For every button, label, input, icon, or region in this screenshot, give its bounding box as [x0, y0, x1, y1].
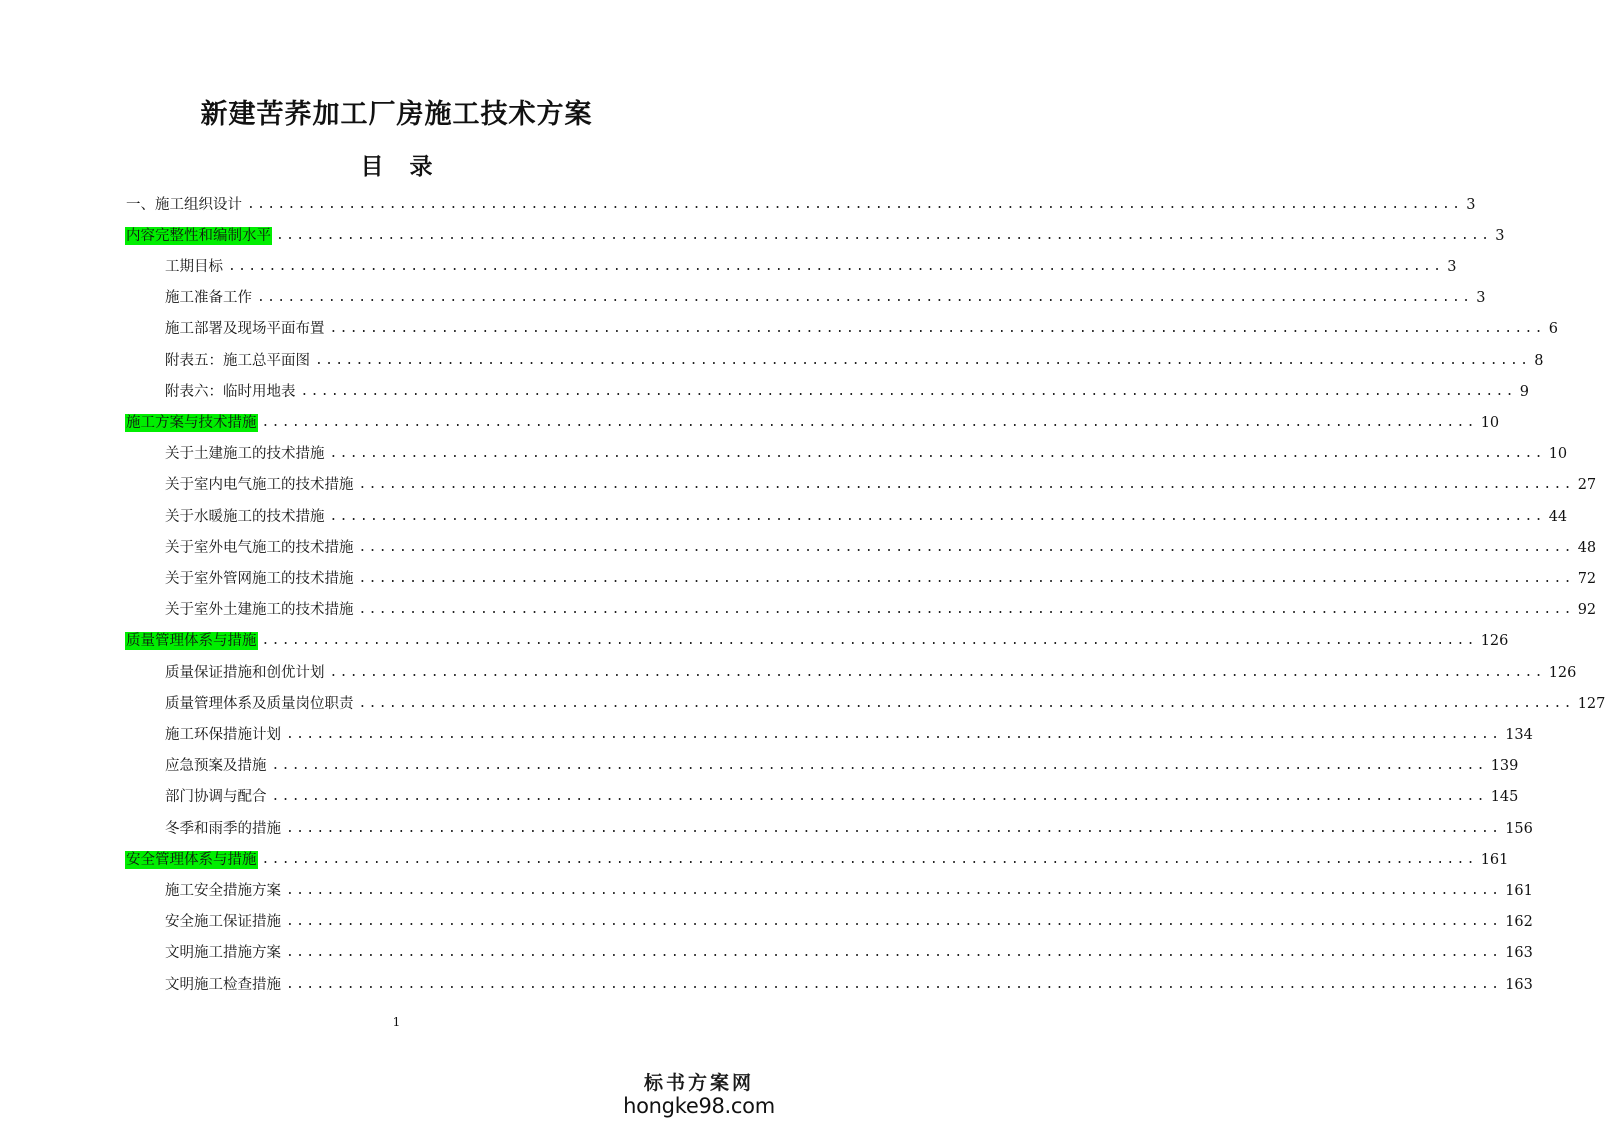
toc-entry[interactable] — [164, 251, 1457, 282]
watermark-logo — [619, 1068, 779, 1118]
toc-leader-dots: ........................................................................................................................ — [286, 726, 1502, 742]
toc-entry-page: 92 — [1577, 602, 1597, 619]
toc-entry-page: 9 — [1519, 383, 1529, 400]
toc-leader-dots: ........................................................................................................................ — [276, 227, 1492, 243]
toc-entry-page: 145 — [1490, 789, 1519, 806]
toc-entry-label: 施工方案与技术措施 — [126, 414, 257, 431]
toc-entry-label: 关于室外电气施工的技术措施 — [165, 539, 354, 556]
toc-entry-page: 127 — [1577, 695, 1605, 712]
toc-entry-page: 10 — [1480, 414, 1500, 431]
toc-entry-page: 126 — [1548, 664, 1577, 681]
toc-leader-dots: ........................................................................................................................ — [329, 321, 1545, 337]
toc-entry[interactable] — [125, 626, 1509, 657]
toc-leader-dots: ........................................................................................................................ — [329, 508, 1545, 524]
toc-leader-dots: ........................................................................................................................ — [358, 695, 1574, 711]
toc-leader-dots: ........................................................................................................................ — [300, 383, 1516, 399]
toc-entry[interactable] — [125, 844, 1509, 875]
toc-entry-label: 施工准备工作 — [165, 290, 252, 307]
toc-entry[interactable] — [164, 314, 1558, 345]
toc-entry-page: 163 — [1505, 945, 1533, 962]
toc-leader-dots: ........................................................................................................................ — [247, 196, 1463, 212]
toc-leader-dots: ........................................................................................................................ — [228, 258, 1444, 274]
toc-entry[interactable] — [164, 938, 1533, 969]
toc-leader-dots: ........................................................................................................................ — [329, 446, 1545, 462]
toc-entry-page: 3 — [1476, 290, 1486, 307]
toc-entry[interactable] — [164, 719, 1533, 750]
toc-entry[interactable] — [164, 907, 1533, 938]
toc-entry[interactable] — [125, 189, 1476, 220]
toc-entry-label: 安全管理体系与措施 — [126, 851, 257, 868]
toc-leader-dots: ........................................................................................................................ — [286, 914, 1502, 930]
toc-entry-page: 3 — [1447, 258, 1457, 275]
toc-leader-dots: ........................................................................................................................ — [358, 602, 1574, 618]
toc-leader-dots: ........................................................................................................................ — [261, 851, 1477, 867]
toc-leader-dots: ........................................................................................................................ — [358, 570, 1574, 586]
toc-entry-page: 48 — [1577, 539, 1597, 556]
toc-entry[interactable] — [164, 595, 1597, 626]
watermark-url: hongke98.com — [623, 1094, 775, 1118]
toc-leader-dots: ........................................................................................................................ — [261, 633, 1477, 649]
toc-entry-page: 161 — [1505, 882, 1533, 899]
toc-entry-page: 162 — [1505, 914, 1533, 931]
toc-entry-page: 156 — [1505, 820, 1533, 837]
toc-entry-page: 134 — [1505, 726, 1533, 743]
toc-entry-page: 10 — [1548, 446, 1568, 463]
toc-entry-label: 内容完整性和编制水平 — [126, 227, 271, 244]
toc-entry-label: 工期目标 — [165, 258, 223, 275]
toc-entry-label: 质量管理体系及质量岗位职责 — [165, 695, 354, 712]
toc-heading: 目 录 — [360, 154, 433, 180]
toc-entry-label: 关于水暖施工的技术措施 — [165, 508, 325, 525]
toc-entry-label: 施工部署及现场平面布置 — [165, 321, 325, 338]
toc-entry[interactable] — [164, 688, 1605, 719]
toc-entry[interactable] — [164, 532, 1597, 563]
toc-entry-page: 163 — [1505, 976, 1533, 993]
toc-entry-label: 文明施工措施方案 — [165, 945, 281, 962]
toc-leader-dots: ........................................................................................................................ — [271, 789, 1487, 805]
toc-entry[interactable] — [164, 345, 1544, 376]
toc-entry[interactable] — [164, 782, 1519, 813]
document-title: 新建苦荞加工厂房施工技术方案 — [200, 99, 593, 130]
toc-leader-dots: ........................................................................................................................ — [329, 664, 1545, 680]
toc-leader-dots: ........................................................................................................................ — [358, 539, 1574, 555]
toc-entry[interactable] — [125, 407, 1500, 438]
toc-leader-dots: ........................................................................................................................ — [286, 882, 1502, 898]
toc-entry[interactable] — [125, 220, 1505, 251]
toc-entry[interactable] — [164, 501, 1568, 532]
toc-entry[interactable] — [164, 563, 1597, 594]
toc-entry-label: 质量保证措施和创优计划 — [165, 664, 325, 681]
toc-entry-label: 附表五：施工总平面图 — [165, 352, 310, 369]
toc-entry-label: 质量管理体系与措施 — [126, 633, 257, 650]
toc-entry-page: 6 — [1548, 321, 1558, 338]
toc-entry-page: 126 — [1480, 633, 1509, 650]
toc-entry-page: 27 — [1577, 477, 1597, 494]
toc-leader-dots: ........................................................................................................................ — [257, 290, 1473, 306]
toc-entry[interactable] — [164, 813, 1533, 844]
toc-leader-dots: ........................................................................................................................ — [358, 477, 1574, 493]
toc-entry[interactable] — [164, 969, 1533, 1000]
toc-entry-page: 72 — [1577, 570, 1597, 587]
toc-entry-page: 8 — [1534, 352, 1544, 369]
toc-leader-dots: ........................................................................................................................ — [286, 945, 1502, 961]
toc-entry[interactable] — [164, 283, 1486, 314]
toc-leader-dots: ........................................................................................................................ — [286, 976, 1502, 992]
toc-entry-label: 一、施工组织设计 — [126, 196, 242, 213]
toc-entry[interactable] — [164, 376, 1529, 407]
toc-entry-label: 应急预案及措施 — [165, 758, 267, 775]
toc-entry-label: 施工环保措施计划 — [165, 726, 281, 743]
toc-entry-label: 部门协调与配合 — [165, 789, 267, 806]
toc-entry-label: 安全施工保证措施 — [165, 914, 281, 931]
toc-entry-label: 关于室外土建施工的技术措施 — [165, 602, 354, 619]
toc-entry[interactable] — [164, 470, 1597, 501]
toc-entry-label: 附表六：临时用地表 — [165, 383, 296, 400]
toc-leader-dots: ........................................................................................................................ — [271, 758, 1487, 774]
watermark-chinese: 标书方案网 — [643, 1072, 754, 1094]
toc-entry-page: 161 — [1480, 851, 1509, 868]
toc-leader-dots: ........................................................................................................................ — [315, 352, 1531, 368]
toc-entry-label: 文明施工检查措施 — [165, 976, 281, 993]
toc-entry-page: 3 — [1466, 196, 1476, 213]
toc-entry-label: 冬季和雨季的措施 — [165, 820, 281, 837]
toc-entry[interactable] — [164, 875, 1533, 906]
toc-entry-label: 施工安全措施方案 — [165, 882, 281, 899]
toc-entry-page: 139 — [1490, 758, 1519, 775]
toc-entry-label: 关于室内电气施工的技术措施 — [165, 477, 354, 494]
toc-entry-label: 关于土建施工的技术措施 — [165, 446, 325, 463]
toc-entry[interactable] — [164, 439, 1568, 470]
toc-entry[interactable] — [164, 657, 1577, 688]
toc-entry-page: 44 — [1548, 508, 1568, 525]
toc-leader-dots: ........................................................................................................................ — [261, 414, 1477, 430]
toc-leader-dots: ........................................................................................................................ — [286, 820, 1502, 836]
toc-entry-label: 关于室外管网施工的技术措施 — [165, 570, 354, 587]
toc-entry-page: 3 — [1495, 227, 1505, 244]
page-number: 1 — [392, 1015, 401, 1029]
toc-entry[interactable] — [164, 751, 1519, 782]
